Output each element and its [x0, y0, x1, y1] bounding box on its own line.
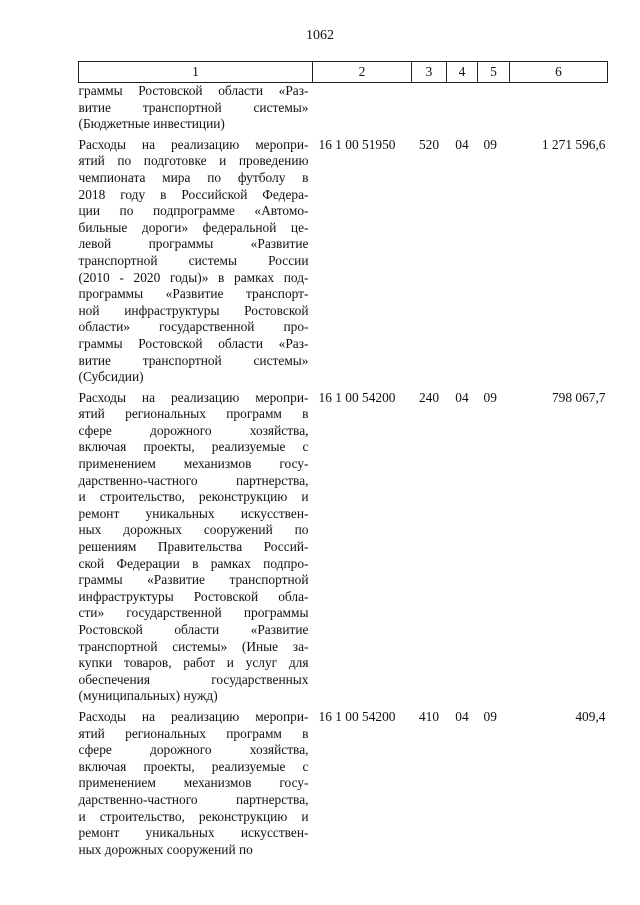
description-line: дарственно-частного партнерства, [78, 791, 309, 807]
amount-value [510, 83, 608, 133]
expense-type-code: 410 [418, 708, 440, 724]
col-header-4: 4 [447, 62, 478, 83]
description-line: ятий региональных программ в [78, 406, 309, 422]
description-line: чемпионата мира по футболу в [78, 169, 309, 185]
amount-value: 798 067,7 [551, 389, 606, 405]
col-header-2: 2 [313, 62, 412, 83]
target-article-code: 16 1 00 51950 [318, 136, 396, 152]
description-line: Расходы на реализацию меропри- [78, 708, 309, 724]
description-line: сти» государственной программы [78, 605, 309, 621]
description-line: инфраструктуры Ростовской обла- [78, 588, 309, 604]
expense-description [79, 390, 313, 705]
description-line: включая проекты, реализуемые с [78, 758, 309, 774]
description-line: витие транспортной системы» [78, 352, 309, 368]
header-row [79, 62, 608, 83]
section-code: 04 [455, 136, 469, 152]
col-header-6: 6 [510, 62, 608, 83]
description-line: транспортной системы России [78, 252, 309, 268]
table-row [79, 709, 608, 858]
description-line: программы «Развитие транспорт- [78, 286, 309, 302]
description-line: (муниципальных) нужд) [78, 688, 218, 704]
section-code [447, 83, 478, 133]
amount-value: 1 271 596,6 [541, 136, 606, 152]
target-article-code: 16 1 00 54200 [318, 708, 396, 724]
description-line: граммы Ростовской области «Раз- [78, 83, 309, 98]
description-line: и строительство, реконструкцию и [78, 808, 309, 824]
description-line: бильные дороги» федеральной це- [78, 219, 309, 235]
description-line: купки товаров, работ и услуг для [78, 655, 309, 671]
target-article-code: 16 1 00 54200 [318, 389, 396, 405]
subsection-code [478, 83, 510, 133]
expense-type-code [412, 83, 447, 133]
description-line: ремонт уникальных искусствен- [78, 505, 309, 521]
description-line: обеспечения государственных [78, 671, 309, 687]
description-line: ятий региональных программ в [78, 725, 309, 741]
description-line: Расходы на реализацию меропри- [78, 389, 309, 405]
description-line: ции по подпрограмме «Автомо- [78, 203, 309, 219]
description-line: дарственно-частного партнерства, [78, 472, 309, 488]
subsection-code: 09 [483, 708, 497, 724]
expense-description [79, 137, 313, 386]
description-line: ской Федерации в рамках подпро- [78, 555, 309, 571]
description-line: (2010 - 2020 годы)» в рамках под- [78, 269, 309, 285]
table-row [79, 137, 608, 386]
description-line: 2018 году в Российской Федера- [78, 186, 309, 202]
subsection-code: 09 [483, 136, 497, 152]
description-line: граммы «Развитие транспортной [78, 572, 309, 588]
table-row [79, 83, 608, 133]
description-line: применением механизмов госу- [78, 775, 309, 791]
col-header-3: 3 [412, 62, 447, 83]
table-row [79, 390, 608, 705]
description-line: Ростовской области «Развитие [78, 622, 309, 637]
expense-type-code: 240 [418, 389, 440, 405]
description-line: Расходы на реализацию меропри- [78, 136, 309, 152]
description-line: граммы Ростовской области «Раз- [78, 335, 309, 351]
col-header-5: 5 [478, 62, 510, 83]
description-line: решениям Правительства Россий- [78, 539, 309, 555]
description-line: левой программы «Развитие [78, 236, 309, 252]
section-code: 04 [455, 389, 469, 405]
description-line: (Бюджетные инвестиции) [78, 116, 225, 132]
expense-description [79, 709, 313, 858]
description-line: витие транспортной системы» [78, 99, 309, 115]
page-number: 1062 [306, 28, 334, 43]
description-line: ных дорожных сооружений по [78, 522, 309, 538]
description-line: области» государственной про- [78, 319, 309, 335]
amount-value: 409,4 [575, 708, 606, 724]
section-code: 04 [455, 708, 469, 724]
description-line: транспортной системы» (Иные за- [78, 638, 309, 654]
description-line: применением механизмов госу- [78, 456, 309, 472]
expense-description [79, 83, 313, 133]
table-body [79, 83, 608, 859]
description-line: ной инфраструктуры Ростовской [78, 302, 309, 318]
description-line: ремонт уникальных искусствен- [78, 825, 309, 841]
description-line: включая проекты, реализуемые с [78, 439, 309, 455]
expense-type-code: 520 [418, 136, 440, 152]
description-line: и строительство, реконструкцию и [78, 489, 309, 505]
target-article-code [313, 83, 412, 133]
col-header-1: 1 [79, 62, 313, 83]
description-line: ных дорожных сооружений по [78, 841, 253, 857]
description-line: сфере дорожного хозяйства, [78, 742, 309, 758]
budget-table [78, 61, 608, 858]
description-line: (Субсидии) [78, 369, 144, 385]
description-line: сфере дорожного хозяйства, [78, 422, 309, 438]
subsection-code: 09 [483, 389, 497, 405]
description-line: ятий по подготовке и проведению [78, 153, 309, 169]
